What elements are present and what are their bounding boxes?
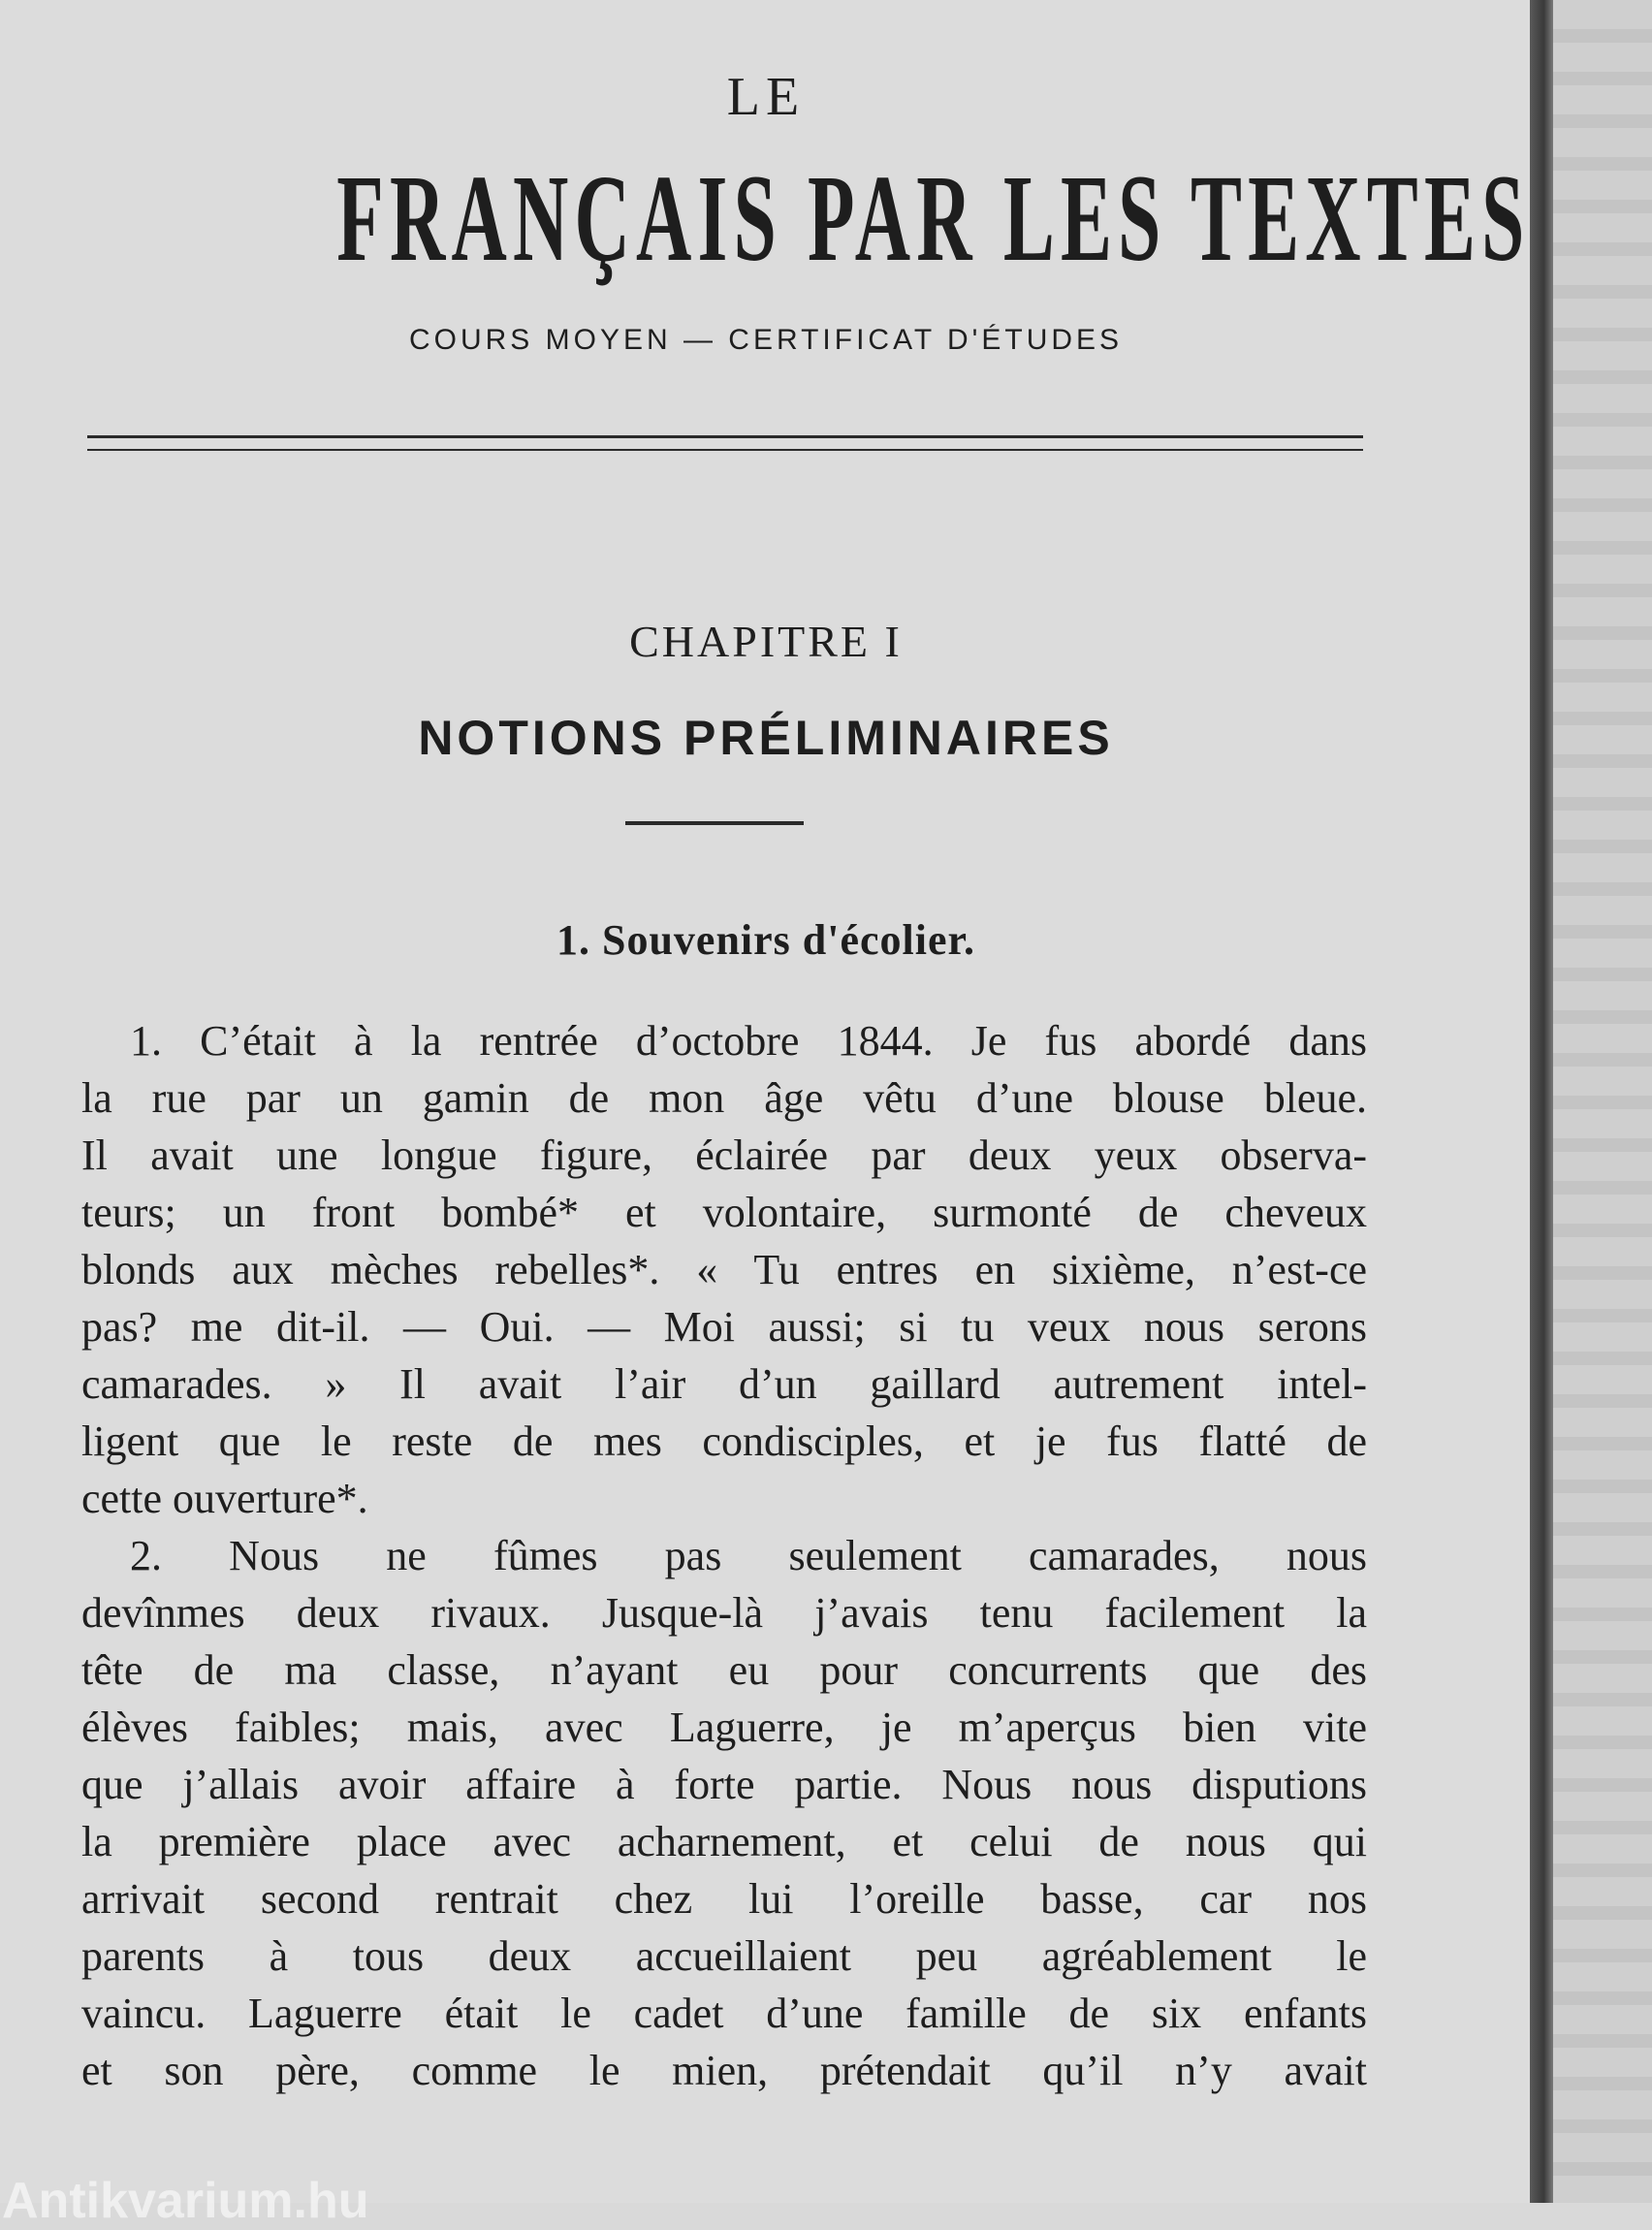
text-line: que j’allais avoir affaire à forte partie. Nous nous disputions: [81, 1761, 1367, 1808]
watermark: Antikvarium.hu: [2, 2173, 369, 2229]
text-line: cette ouverture*.: [81, 1475, 368, 1522]
divider-bottom: [87, 449, 1363, 451]
body-text: [81, 1012, 1367, 2099]
book-title-text: FRANÇAIS PAR LES TEXTES: [336, 149, 1531, 287]
text-line: blonds aux mèches rebelles*. « Tu entres en sixième, n’est-ce: [81, 1246, 1367, 1293]
text-line: tête de ma classe, n’ayant eu pour concurrents que des: [81, 1646, 1367, 1694]
text-line: vaincu. Laguerre était le cadet d’une famille de six enfants: [81, 1990, 1367, 2037]
text-line: 2. Nous ne fûmes pas seulement camarades, nous: [130, 1532, 1367, 1579]
text-line: ligent que le reste de mes condisciples, et je fus flatté de: [81, 1418, 1367, 1465]
book-title: [0, 149, 1532, 287]
text-line: Il avait une longue figure, éclairée par deux yeux observa-: [81, 1131, 1367, 1179]
page-stack-edge: [1553, 0, 1652, 2203]
text-line: la première place avec acharnement, et celui de nous qui: [81, 1818, 1367, 1865]
text-line: parents à tous deux accueillaient peu agréablement le: [81, 1932, 1367, 1980]
text-line: élèves faibles; mais, avec Laguerre, je m’aperçus bien vite: [81, 1704, 1367, 1751]
text-line: devînmes deux rivaux. Jusque-là j’avais tenu facilement la: [81, 1589, 1367, 1637]
text-line: pas? me dit-il. — Oui. — Moi aussi; si tu veux nous serons: [81, 1303, 1367, 1351]
text-line: teurs; un front bombé* et volontaire, surmonté de cheveux: [81, 1189, 1367, 1236]
text-line: arrivait second rentrait chez lui l’oreille basse, car nos: [81, 1875, 1367, 1923]
page-gutter: [1530, 0, 1553, 2203]
text-line: et son père, comme le mien, prétendait qu’il n’y avait: [81, 2047, 1367, 2094]
text-line: camarades. » Il avait l’air d’un gaillard autrement intel-: [81, 1360, 1367, 1408]
text-line: 1. C’était à la rentrée d’octobre 1844. Je fus abordé dans: [130, 1017, 1367, 1065]
chapter-divider: [625, 821, 804, 825]
title-article: LE: [726, 67, 806, 127]
chapter-number: CHAPITRE I: [629, 617, 903, 666]
chapter-title: NOTIONS PRÉLIMINAIRES: [418, 711, 1114, 765]
book-subtitle: COURS MOYEN — CERTIFICAT D'ÉTUDES: [408, 324, 1124, 356]
section-heading: 1. Souvenirs d'écolier.: [556, 916, 976, 964]
text-line: la rue par un gamin de mon âge vêtu d’une blouse bleue.: [81, 1074, 1367, 1122]
divider-top: [87, 435, 1363, 438]
